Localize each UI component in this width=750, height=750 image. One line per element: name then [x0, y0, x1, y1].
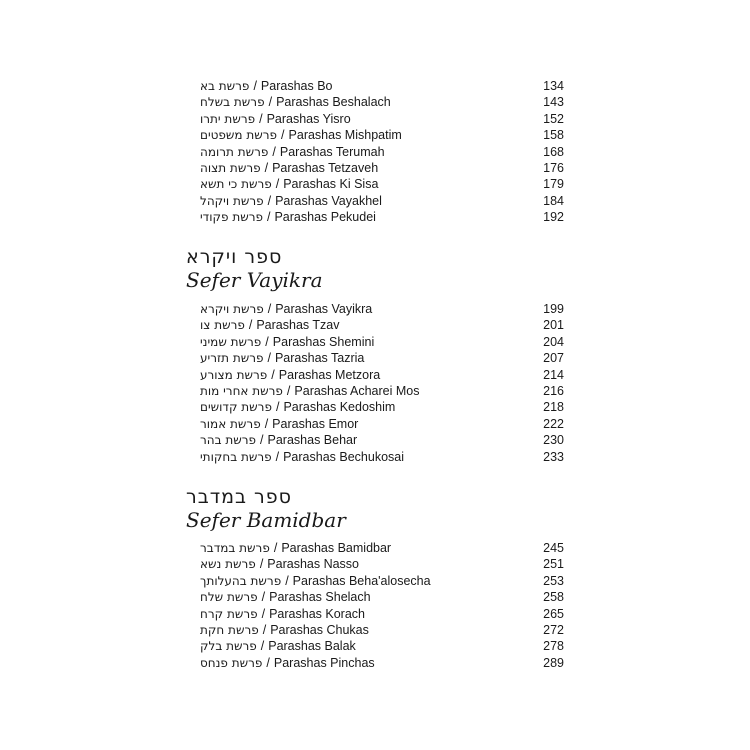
page-number: 201 — [543, 318, 564, 333]
toc-entry — [200, 556, 564, 572]
page-number: 253 — [543, 573, 564, 588]
hebrew-title: פרשת בלק — [200, 639, 257, 654]
english-title: Parashas Emor — [272, 416, 359, 431]
english-title: Parashas Behar — [267, 433, 358, 448]
hebrew-title: פרשת ויקרא — [200, 302, 264, 316]
hebrew-title: פרשת יתרו — [200, 111, 256, 126]
english-title: Parashas Shemini — [272, 334, 375, 349]
hebrew-title: פרשת בהר — [200, 433, 257, 448]
hebrew-title: פרשת במדבר — [200, 541, 270, 555]
hebrew-title: פרשת תזריע — [200, 351, 264, 366]
english-section-title: Sefer Vayikra — [186, 268, 323, 292]
separator: / — [267, 302, 272, 316]
english-title: Parashas Balak — [268, 639, 356, 654]
page-number: 230 — [543, 433, 564, 448]
separator: / — [275, 449, 280, 464]
page-number: 233 — [543, 449, 564, 464]
hebrew-title: פרשת כי תשא — [200, 177, 272, 192]
separator: / — [273, 541, 278, 555]
section-heading-vayikra — [186, 246, 323, 292]
english-title: Parashas Bamidbar — [281, 541, 392, 555]
separator: / — [281, 128, 285, 143]
english-title: Parashas Vayakhel — [275, 193, 382, 208]
page-number: 168 — [543, 144, 564, 159]
toc-entry — [200, 622, 564, 638]
separator: / — [275, 400, 280, 415]
separator: / — [265, 334, 269, 349]
toc-entry — [200, 399, 564, 415]
page-number: 265 — [543, 606, 564, 621]
toc-entry — [200, 193, 564, 209]
separator: / — [264, 160, 269, 175]
separator: / — [275, 177, 280, 192]
english-title: Parashas Beshalach — [276, 95, 391, 110]
separator: / — [262, 622, 267, 637]
toc-entry — [200, 111, 564, 127]
page-number: 207 — [543, 351, 564, 366]
toc-entry — [200, 655, 564, 671]
english-title: Parashas Nasso — [267, 557, 360, 572]
page-number: 216 — [543, 383, 564, 398]
page-number: 176 — [543, 160, 564, 175]
page-number: 278 — [543, 639, 564, 654]
english-title: Parashas Ki Sisa — [283, 177, 379, 192]
english-title: Parashas Terumah — [279, 144, 385, 159]
toc-list-shemos — [200, 78, 564, 226]
toc-entry — [200, 432, 564, 448]
page-number: 134 — [543, 79, 564, 93]
toc-entry — [200, 334, 564, 350]
hebrew-title: פרשת שלח — [200, 590, 258, 605]
hebrew-title: פרשת בשלח — [200, 95, 265, 110]
separator: / — [261, 590, 266, 605]
english-title: Parashas Mishpatim — [288, 128, 402, 143]
hebrew-section-title: ספר ויקרא — [186, 246, 283, 268]
separator: / — [248, 318, 253, 333]
toc-entry — [200, 606, 564, 622]
separator: / — [271, 367, 275, 382]
hebrew-title: פרשת נשא — [200, 557, 256, 572]
toc-entry — [200, 176, 564, 192]
toc-entry — [200, 209, 564, 225]
toc-list-vayikra — [200, 301, 564, 465]
page-number: 192 — [543, 210, 564, 225]
english-title: Parashas Chukas — [270, 622, 369, 637]
separator: / — [267, 351, 271, 366]
english-title: Parashas Korach — [269, 606, 365, 621]
toc-entry — [200, 367, 564, 383]
hebrew-title: פרשת חקת — [200, 622, 259, 637]
toc-entry — [200, 383, 564, 399]
english-title: Parashas Shelach — [269, 590, 371, 605]
page-number: 272 — [543, 622, 564, 637]
hebrew-title: פרשת תצוה — [200, 160, 261, 175]
page-number: 289 — [543, 655, 564, 670]
english-title: Parashas Kedoshim — [283, 400, 396, 415]
english-title: Parashas Pekudei — [274, 210, 376, 225]
toc-entry — [200, 160, 564, 176]
hebrew-title: פרשת פנחס — [200, 655, 263, 670]
separator: / — [266, 655, 270, 670]
english-title: Parashas Bechukosai — [283, 449, 404, 464]
separator: / — [260, 433, 264, 448]
hebrew-title: פרשת אחרי מות — [200, 383, 283, 398]
english-title: Parashas Bo — [260, 79, 333, 93]
section-heading-bamidbar — [186, 486, 346, 532]
hebrew-title: פרשת ויקהל — [200, 193, 264, 208]
page-number: 245 — [543, 541, 564, 555]
page-number: 258 — [543, 590, 564, 605]
page-number: 218 — [543, 400, 564, 415]
separator: / — [266, 210, 271, 225]
separator: / — [260, 639, 265, 654]
toc-entry — [200, 317, 564, 333]
hebrew-section-title: ספר במדבר — [186, 486, 292, 508]
page-number: 184 — [543, 193, 564, 208]
toc-entry — [200, 573, 564, 589]
english-title: Parashas Yisro — [266, 111, 351, 126]
page-number: 204 — [543, 334, 564, 349]
hebrew-title: פרשת מצורע — [200, 367, 268, 382]
separator: / — [268, 95, 273, 110]
toc-list-bamidbar — [200, 540, 564, 671]
separator: / — [286, 383, 291, 398]
page-number: 251 — [543, 557, 564, 572]
english-title: Parashas Acharei Mos — [294, 383, 420, 398]
toc-entry — [200, 589, 564, 605]
english-title: Parashas Tetzaveh — [272, 160, 379, 175]
page-number: 179 — [543, 177, 564, 192]
english-title: Parashas Tazria — [274, 351, 365, 366]
english-section-title: Sefer Bamidbar — [186, 508, 346, 532]
english-title: Parashas Beha'alosecha — [292, 573, 431, 588]
page-number: 152 — [543, 111, 564, 126]
separator: / — [259, 111, 263, 126]
english-title: Parashas Pinchas — [273, 655, 375, 670]
separator: / — [253, 79, 257, 93]
toc-entry — [200, 540, 564, 556]
page-number: 143 — [543, 95, 564, 110]
separator: / — [272, 144, 276, 159]
separator: / — [264, 416, 269, 431]
toc-entry — [200, 449, 564, 465]
separator: / — [261, 606, 266, 621]
hebrew-title: פרשת בא — [200, 79, 250, 93]
english-title: Parashas Tzav — [256, 318, 340, 333]
page-number: 214 — [543, 367, 564, 382]
page-number: 199 — [543, 302, 564, 316]
separator: / — [267, 193, 272, 208]
hebrew-title: פרשת קרח — [200, 606, 258, 621]
hebrew-title: פרשת בחקותי — [200, 449, 272, 464]
toc-entry — [200, 78, 564, 94]
separator: / — [285, 573, 289, 588]
hebrew-title: פרשת צו — [200, 318, 245, 333]
hebrew-title: פרשת פקודי — [200, 210, 263, 225]
separator: / — [259, 557, 264, 572]
toc-entry — [200, 301, 564, 317]
toc-entry — [200, 144, 564, 160]
page-number: 158 — [543, 128, 564, 143]
hebrew-title: פרשת תרומה — [200, 144, 269, 159]
hebrew-title: פרשת שמיני — [200, 334, 262, 349]
hebrew-title: פרשת קדושים — [200, 400, 272, 415]
hebrew-title: פרשת בהעלותך — [200, 573, 282, 588]
hebrew-title: פרשת אמור — [200, 416, 261, 431]
toc-entry — [200, 416, 564, 432]
toc-entry — [200, 350, 564, 366]
toc-entry — [200, 127, 564, 143]
toc-entry — [200, 638, 564, 654]
english-title: Parashas Vayikra — [275, 302, 373, 316]
english-title: Parashas Metzora — [278, 367, 381, 382]
hebrew-title: פרשת משפטים — [200, 128, 278, 143]
toc-entry — [200, 94, 564, 110]
page-number: 222 — [543, 416, 564, 431]
